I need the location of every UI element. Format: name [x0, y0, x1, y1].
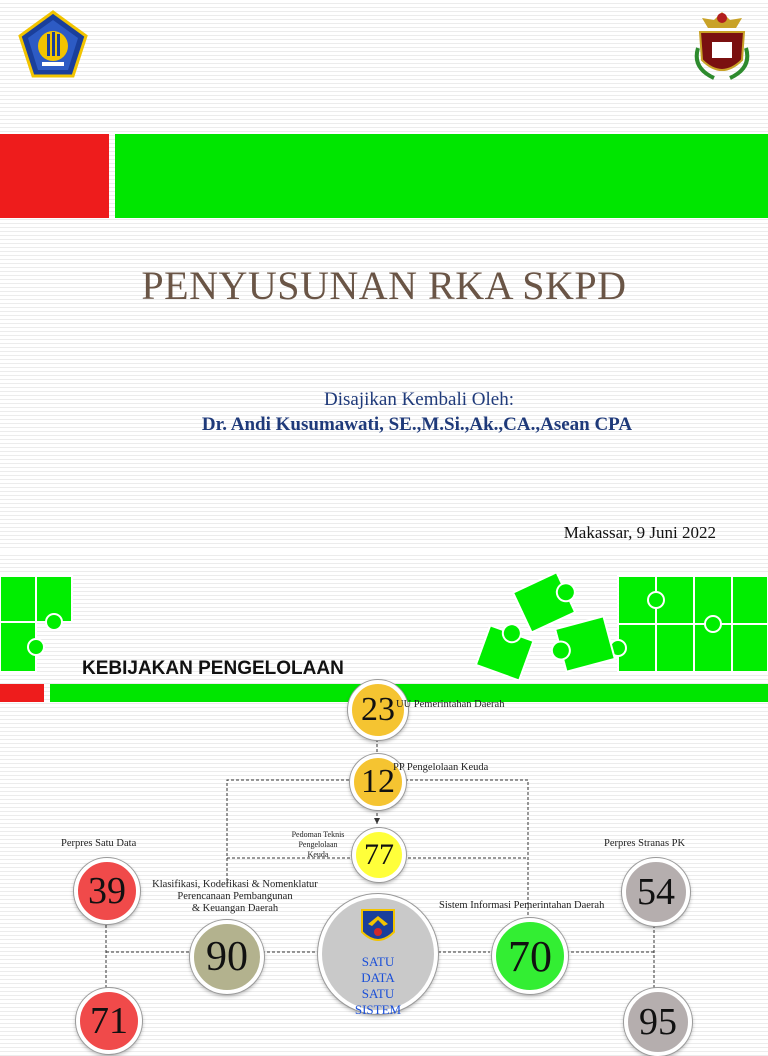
- node-70-label: Sistem Informasi Pemerintahan Daerah: [439, 900, 605, 911]
- presented-by-label: Disajikan Kembali Oleh:: [324, 389, 514, 410]
- center-line1: SATU: [361, 954, 395, 969]
- author-name: Dr. Andi Kusumawati, SE.,M.Si.,Ak.,CA.,Asean CPA: [201, 414, 633, 435]
- node-77-label-line1: Pedoman Teknis: [291, 830, 345, 839]
- slide-title: PENYUSUNAN RKA SKPD: [141, 263, 627, 308]
- node-77-value: 77: [364, 838, 394, 871]
- node-12-label: PP Pengelolaan Keuda: [393, 762, 489, 773]
- section-heading-line1: KEBIJAKAN PENGELOLAAN: [82, 658, 344, 679]
- node-90-label-line1: Klasifikasi, Kodefikasi & Nomenklatur: [152, 879, 318, 890]
- node-70: [492, 918, 568, 994]
- node-71-value: 71: [90, 1000, 128, 1042]
- node-23-value: 23: [361, 691, 395, 728]
- node-39-label: Perpres Satu Data: [61, 838, 137, 849]
- center-node-text: [340, 954, 416, 1018]
- node-39: [74, 858, 140, 924]
- node-23: [348, 680, 408, 740]
- node-71: [76, 988, 142, 1054]
- node-90-label-line2: Perencanaan Pembangunan: [177, 891, 293, 902]
- node-77-label-line2: Pengelolaan: [298, 840, 338, 849]
- node-23-label: UU Pemerintahan Daerah: [396, 699, 505, 710]
- node-77-label-line3: Keuda: [307, 850, 329, 859]
- node-54-value: 54: [637, 871, 675, 913]
- node-90-value: 90: [206, 934, 248, 980]
- center-line3: SATU: [361, 986, 395, 1001]
- center-line2: DATA: [361, 970, 395, 985]
- node-90: [190, 920, 264, 994]
- node-95-value: 95: [639, 1001, 677, 1043]
- node-95: [624, 988, 692, 1056]
- node-39-value: 39: [88, 870, 126, 912]
- center-line4: SISTEM: [354, 1002, 402, 1017]
- node-77-label: [282, 830, 354, 860]
- node-77: [352, 828, 406, 882]
- place-date: Makassar, 9 Juni 2022: [563, 523, 716, 542]
- node-70-value: 70: [508, 931, 552, 981]
- node-54-label: Perpres Stranas PK: [604, 838, 686, 849]
- node-90-label: [140, 879, 330, 915]
- kemendagri-logo: [358, 906, 398, 948]
- node-90-label-line3: & Keuangan Daerah: [191, 903, 279, 914]
- node-54: [622, 858, 690, 926]
- node-12-value: 12: [361, 763, 395, 800]
